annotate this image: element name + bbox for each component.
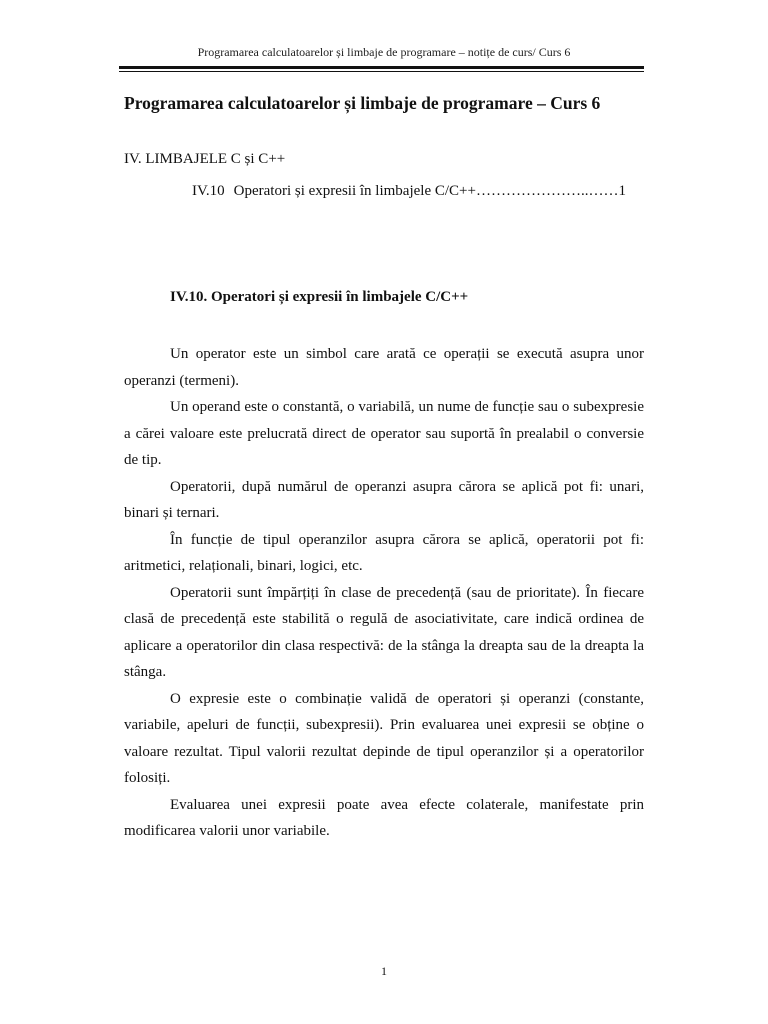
paragraph: Un operator este un simbol care arată ce operații se execută asupra unor operanzi (termeni). bbox=[124, 346, 644, 389]
running-header: Programarea calculatoarelor și limbaje de programare – notițe de curs/ Curs 6 bbox=[197, 45, 571, 59]
toc-entry-label: Operatori și expresii în limbajele C/C++ bbox=[233, 183, 476, 199]
paragraph: În funcție de tipul operanzilor asupra cărora se aplică, operatorii pot fi: aritmetici, relaționali, binari, logici, etc. bbox=[124, 531, 644, 574]
header-rule-thick bbox=[119, 66, 644, 69]
paragraph: O expresie este o combinație validă de operatori și operanzi (constante, variabile, apeluri de funcții, subexpresii). Prin evaluarea unei expresii se obține o valoare rezultat. Tipul valorii rezultat depinde de tipul operanzilor și a operatorilor folosiți. bbox=[124, 690, 644, 786]
section-heading: IV.10. Operatori și expresii în limbajele C/C++ bbox=[170, 289, 469, 305]
toc-entry-leader: …………………..…… bbox=[475, 183, 619, 199]
toc-chapter: IV. LIMBAJELE C și C++ bbox=[124, 151, 286, 167]
section-body bbox=[124, 341, 644, 845]
document-title: Programarea calculatoarelor și limbaje de programare – Curs 6 bbox=[124, 93, 601, 113]
toc-entry[interactable] bbox=[192, 182, 626, 200]
header-rule-thin bbox=[119, 71, 644, 72]
page-number: 1 bbox=[381, 964, 387, 978]
paragraph: Operatorii, după numărul de operanzi asupra cărora se aplică pot fi: unari, binari și ternari. bbox=[124, 478, 644, 521]
toc-entry-page: 1 bbox=[618, 183, 626, 199]
paragraph: Un operand este o constantă, o variabilă, un nume de funcție sau o subexpresie a cărei valoare este prelucrată direct de operator sau suportă în prealabil o conversie de tip. bbox=[124, 399, 644, 468]
paragraph: Operatorii sunt împărțiți în clase de precedență (sau de prioritate). În fiecare clasă de precedență este stabilită o regulă de asociativitate, care indică ordinea de aplicare a operatorilor din clasa respectivă: de la stânga la dreapta sau de la dreapta la stânga. bbox=[124, 584, 644, 680]
toc-entry-number: IV.10 bbox=[192, 183, 225, 199]
paragraph: Evaluarea unei expresii poate avea efecte colaterale, manifestate prin modificarea valorii unor variabile. bbox=[124, 796, 644, 839]
